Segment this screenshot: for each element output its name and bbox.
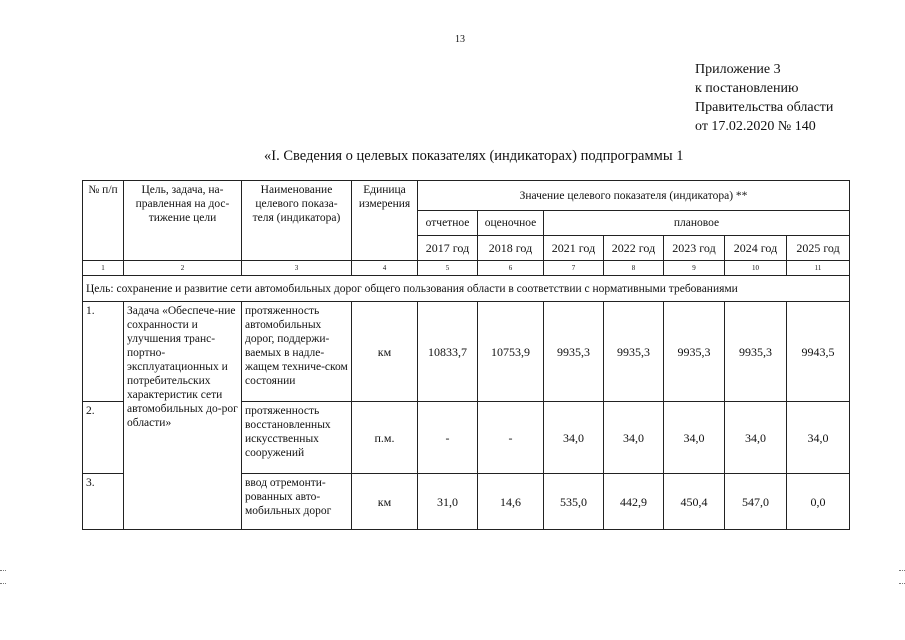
header-year: 2025 год: [787, 236, 850, 261]
appendix-block: [695, 60, 833, 136]
column-number: 11: [787, 261, 850, 276]
value-cell: 9935,3: [725, 302, 787, 402]
unit-cell: км: [352, 474, 418, 530]
header-value-group: Значение целевого показателя (индикатора) **: [418, 181, 850, 211]
value-cell: 14,6: [478, 474, 544, 530]
row-number: 1.: [83, 302, 124, 402]
column-number: 3: [242, 261, 352, 276]
column-number: 4: [352, 261, 418, 276]
header-year: 2024 год: [725, 236, 787, 261]
appendix-line: Приложение 3: [695, 62, 781, 77]
value-cell: 10753,9: [478, 302, 544, 402]
appendix-line: Правительства области: [695, 100, 834, 115]
value-cell: 34,0: [604, 402, 664, 474]
header-no: № п/п: [83, 181, 124, 261]
value-cell: 535,0: [544, 474, 604, 530]
value-cell: 442,9: [604, 474, 664, 530]
value-cell: 9935,3: [604, 302, 664, 402]
header-indicator-name: Наименование целевого показа-теля (индикатора): [242, 181, 352, 261]
indicators-table: [82, 180, 850, 530]
header-goal-task: Цель, задача, на-правленная на дос-тижение цели: [124, 181, 242, 261]
column-number: 5: [418, 261, 478, 276]
indicator-name: протяженность автомобильных дорог, поддержи-ваемых в надле-жащем техниче-ском состоянии: [242, 302, 352, 402]
task-cell: Задача «Обеспече-ние сохранности и улучшения транс-портно-эксплуатационных и потребительских характеристик сети автомобильных до-рог области»: [124, 302, 242, 530]
column-number: 2: [124, 261, 242, 276]
value-cell: 9935,3: [544, 302, 604, 402]
header-estimated: оценочное: [478, 211, 544, 236]
goal-row: Цель: сохранение и развитие сети автомобильных дорог общего пользования области в соответствии с нормативными требованиями: [83, 276, 850, 302]
scan-edge-mark: [899, 570, 905, 571]
header-year: 2018 год: [478, 236, 544, 261]
value-cell: 10833,7: [418, 302, 478, 402]
scan-edge-mark: [0, 583, 6, 584]
value-cell: 9943,5: [787, 302, 850, 402]
value-cell: 450,4: [664, 474, 725, 530]
document-title: «I. Сведения о целевых показателях (индикаторах) подпрограммы 1: [264, 148, 684, 164]
value-cell: 34,0: [787, 402, 850, 474]
scan-edge-mark: [899, 583, 905, 584]
header-reported: отчетное: [418, 211, 478, 236]
column-number: 7: [544, 261, 604, 276]
unit-cell: км: [352, 302, 418, 402]
page-number: 13: [455, 34, 465, 45]
header-year: 2023 год: [664, 236, 725, 261]
column-number: 8: [604, 261, 664, 276]
value-cell: 0,0: [787, 474, 850, 530]
table-row: [83, 302, 850, 402]
header-planned: плановое: [544, 211, 850, 236]
header-year: 2021 год: [544, 236, 604, 261]
header-year: 2017 год: [418, 236, 478, 261]
indicator-name: протяженность восстановленных искусственных сооружений: [242, 402, 352, 474]
column-number: 1: [83, 261, 124, 276]
appendix-line: от 17.02.2020 № 140: [695, 119, 816, 134]
header-year: 2022 год: [604, 236, 664, 261]
unit-cell: п.м.: [352, 402, 418, 474]
column-number: 6: [478, 261, 544, 276]
value-cell: -: [478, 402, 544, 474]
indicator-name: ввод отремонти-рованных авто-мобильных дорог: [242, 474, 352, 530]
value-cell: 34,0: [544, 402, 604, 474]
column-number: 10: [725, 261, 787, 276]
value-cell: 34,0: [725, 402, 787, 474]
header-unit: Единица измерения: [352, 181, 418, 261]
value-cell: 34,0: [664, 402, 725, 474]
scan-edge-mark: [0, 570, 6, 571]
value-cell: 547,0: [725, 474, 787, 530]
row-number: 2.: [83, 402, 124, 474]
appendix-line: к постановлению: [695, 81, 799, 96]
value-cell: -: [418, 402, 478, 474]
value-cell: 31,0: [418, 474, 478, 530]
column-number: 9: [664, 261, 725, 276]
row-number: 3.: [83, 474, 124, 530]
value-cell: 9935,3: [664, 302, 725, 402]
